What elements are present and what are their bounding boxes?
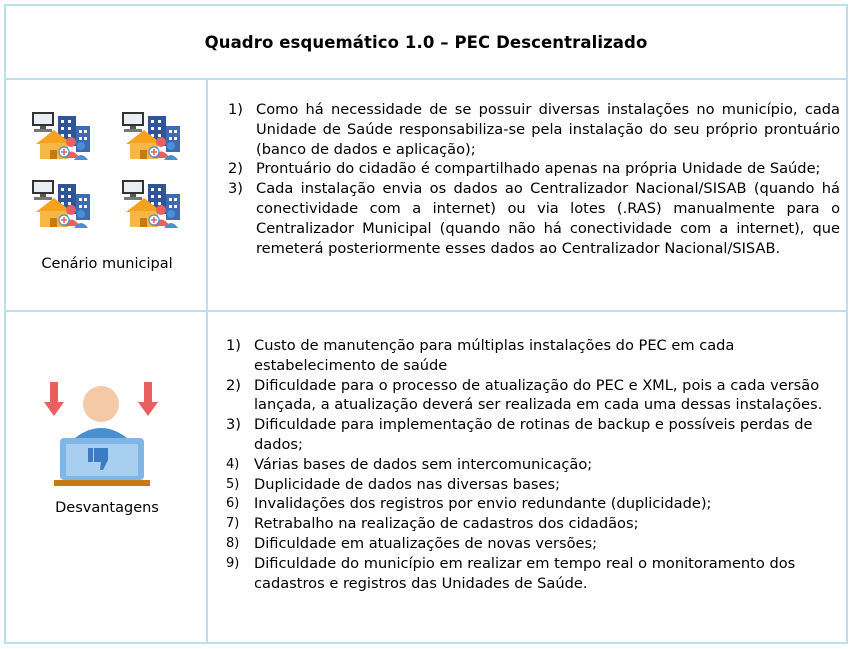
list-item: 8) Dificuldade em atualizações de novas versões; xyxy=(226,534,598,552)
list-item: 2) Dificuldade para o processo de atualização do PEC e XML, pois a cada versão lançada, a atualização deverá ser realizada em cada uma dessas instalações. xyxy=(226,376,823,414)
list-item: 5) Duplicidade de dados nas diversas bases; xyxy=(226,475,561,493)
user-dislike-icon xyxy=(44,382,168,502)
list-item: 2) Prontuário do cidadão é compartilhado apenas na própria Unidade de Saúde; xyxy=(228,160,821,178)
scenario-label: Cenário municipal xyxy=(41,256,173,272)
health-unit-icon xyxy=(122,180,180,228)
disadvantages-label: Desvantagens xyxy=(55,500,159,516)
right-cell xyxy=(210,78,846,310)
right-cell xyxy=(210,312,846,642)
list-item: 1) Custo de manutenção para múltiplas instalações do PEC em cada estabelecimento de saúde xyxy=(226,337,735,374)
health-unit-icon xyxy=(32,112,90,160)
health-unit-icon xyxy=(122,112,180,160)
left-cell xyxy=(6,78,208,310)
list-item: 7) Retrabalho na realização de cadastros dos cidadãos; xyxy=(226,515,639,533)
left-cell xyxy=(6,312,208,642)
list-item: 3) Cada instalação envia os dados ao Centralizador Nacional/SISAB (quando há conectividade com a internet) ou via lotes (.RAS) manualmente para o Centralizador Municipal (quando não há conectividade com a internet), que remeterá posteriormente esses dados ao Centralizador Nacional/SISAB. xyxy=(228,180,840,257)
health-units-icon-group xyxy=(26,104,194,246)
scheme-table xyxy=(4,4,848,644)
table-header xyxy=(6,6,846,80)
list-item: 9) Dificuldade do município em realizar em tempo real o monitoramento dos cadastros e registros das Unidades de Saúde. xyxy=(226,554,796,592)
list-item: 1) Como há necessidade de se possuir diversas instalações no município, cada Unidade de Saúde responsabiliza-se pela instalação do seu próprio prontuário (banco de dados e aplicação); xyxy=(228,101,840,158)
disadvantages-list xyxy=(226,336,844,593)
row-disadvantages xyxy=(6,312,846,642)
list-item: 6) Invalidações dos registros por envio redundante (duplicidade); xyxy=(226,495,712,513)
health-unit-icon xyxy=(32,180,90,228)
list-item: 3) Dificuldade para implementação de rotinas de backup e possíveis perdas de dados; xyxy=(226,416,813,453)
table-title: Quadro esquemático 1.0 – PEC Descentralizado xyxy=(204,32,648,52)
scenario-list xyxy=(228,100,840,258)
list-item: 4) Várias bases de dados sem intercomunicação; xyxy=(226,455,593,473)
row-municipal-scenario xyxy=(6,78,846,312)
